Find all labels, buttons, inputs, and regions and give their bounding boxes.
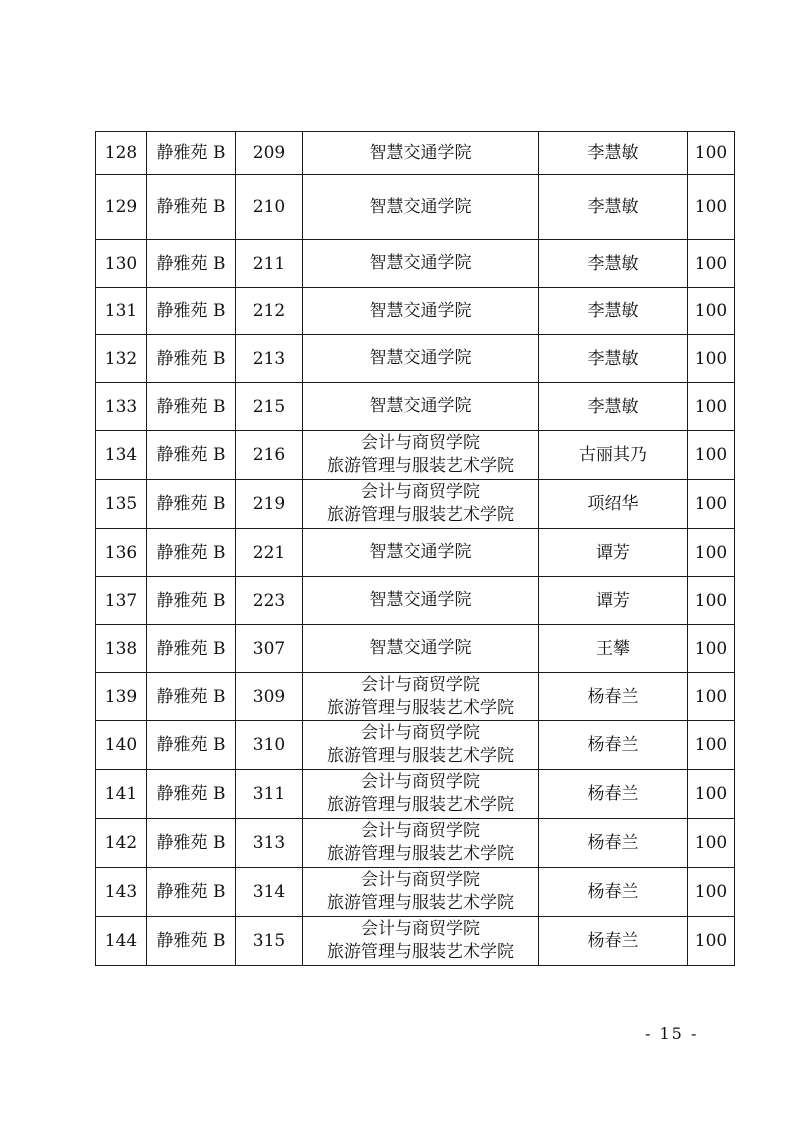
name-cell: 谭芳 <box>539 577 688 625</box>
table-row <box>96 721 735 770</box>
college-name: 智慧交通学院 <box>369 300 472 321</box>
room-cell: 213 <box>236 335 303 383</box>
building-cell: 静雅苑 B <box>147 577 236 625</box>
name-cell: 李慧敏 <box>539 132 688 175</box>
college-name: 旅游管理与服装艺术学院 <box>327 505 514 525</box>
name-cell: 李慧敏 <box>539 240 688 288</box>
building-cell: 静雅苑 B <box>147 917 236 966</box>
college-name: 会计与商贸学院 <box>361 919 480 939</box>
table-row <box>96 625 735 673</box>
name-cell: 古丽其乃 <box>539 431 688 480</box>
college-name: 智慧交通学院 <box>369 253 472 273</box>
row-number-cell: 133 <box>96 383 147 431</box>
college-name: 智慧交通学院 <box>369 542 472 562</box>
room-cell: 209 <box>236 132 303 175</box>
table-row <box>96 175 735 240</box>
college-cell <box>303 383 539 431</box>
college-name: 智慧交通学院 <box>369 196 472 217</box>
college-name: 智慧交通学院 <box>369 348 472 368</box>
building-cell: 静雅苑 B <box>147 335 236 383</box>
row-number-cell: 132 <box>96 335 147 383</box>
row-number-cell: 139 <box>96 673 147 721</box>
college-cell <box>303 673 539 721</box>
row-number-cell: 135 <box>96 480 147 529</box>
score-cell: 100 <box>688 431 735 480</box>
score-cell: 100 <box>688 529 735 577</box>
college-name: 会计与商贸学院 <box>361 674 480 695</box>
college-cell <box>303 288 539 335</box>
room-cell: 310 <box>236 721 303 770</box>
score-cell: 100 <box>688 673 735 721</box>
row-number-cell: 128 <box>96 132 147 175</box>
score-cell: 100 <box>688 480 735 529</box>
name-cell: 李慧敏 <box>539 335 688 383</box>
room-cell: 211 <box>236 240 303 288</box>
score-cell: 100 <box>688 240 735 288</box>
name-cell: 杨春兰 <box>539 673 688 721</box>
room-cell: 215 <box>236 383 303 431</box>
college-cell <box>303 529 539 577</box>
name-cell: 杨春兰 <box>539 770 688 819</box>
row-number-cell: 142 <box>96 819 147 868</box>
college-name: 旅游管理与服装艺术学院 <box>327 893 514 913</box>
score-cell: 100 <box>688 770 735 819</box>
building-cell: 静雅苑 B <box>147 288 236 335</box>
college-name: 旅游管理与服装艺术学院 <box>327 697 514 718</box>
college-name: 旅游管理与服装艺术学院 <box>327 942 514 962</box>
score-cell: 100 <box>688 132 735 175</box>
name-cell: 李慧敏 <box>539 288 688 335</box>
table-row <box>96 673 735 721</box>
room-cell: 309 <box>236 673 303 721</box>
building-cell: 静雅苑 B <box>147 673 236 721</box>
college-name: 会计与商贸学院 <box>361 723 480 743</box>
room-cell: 221 <box>236 529 303 577</box>
score-cell: 100 <box>688 868 735 917</box>
college-cell <box>303 625 539 673</box>
building-cell: 静雅苑 B <box>147 625 236 673</box>
name-cell: 谭芳 <box>539 529 688 577</box>
dormitory-table <box>95 131 735 966</box>
college-cell <box>303 335 539 383</box>
score-cell: 100 <box>688 917 735 966</box>
table-row <box>96 868 735 917</box>
score-cell: 100 <box>688 819 735 868</box>
row-number-cell: 140 <box>96 721 147 770</box>
building-cell: 静雅苑 B <box>147 240 236 288</box>
college-cell <box>303 917 539 966</box>
building-cell: 静雅苑 B <box>147 770 236 819</box>
college-name: 智慧交通学院 <box>369 142 472 163</box>
score-cell: 100 <box>688 383 735 431</box>
college-cell <box>303 240 539 288</box>
name-cell: 杨春兰 <box>539 819 688 868</box>
room-cell: 212 <box>236 288 303 335</box>
building-cell: 静雅苑 B <box>147 383 236 431</box>
table-row <box>96 529 735 577</box>
room-cell: 219 <box>236 480 303 529</box>
room-cell: 314 <box>236 868 303 917</box>
college-cell <box>303 770 539 819</box>
table-row <box>96 335 735 383</box>
name-cell: 杨春兰 <box>539 868 688 917</box>
score-cell: 100 <box>688 335 735 383</box>
score-cell: 100 <box>688 175 735 240</box>
college-name: 会计与商贸学院 <box>361 821 480 841</box>
building-cell: 静雅苑 B <box>147 431 236 480</box>
table-row <box>96 480 735 529</box>
building-cell: 静雅苑 B <box>147 819 236 868</box>
table-row <box>96 288 735 335</box>
building-cell: 静雅苑 B <box>147 132 236 175</box>
score-cell: 100 <box>688 288 735 335</box>
college-name: 智慧交通学院 <box>369 396 472 416</box>
building-cell: 静雅苑 B <box>147 480 236 529</box>
college-cell <box>303 819 539 868</box>
row-number-cell: 137 <box>96 577 147 625</box>
name-cell: 李慧敏 <box>539 383 688 431</box>
college-name: 智慧交通学院 <box>369 638 472 658</box>
name-cell: 项绍华 <box>539 480 688 529</box>
name-cell: 李慧敏 <box>539 175 688 240</box>
room-cell: 216 <box>236 431 303 480</box>
name-cell: 杨春兰 <box>539 721 688 770</box>
room-cell: 313 <box>236 819 303 868</box>
room-cell: 311 <box>236 770 303 819</box>
table-row <box>96 770 735 819</box>
college-cell <box>303 868 539 917</box>
row-number-cell: 134 <box>96 431 147 480</box>
table-row <box>96 917 735 966</box>
college-cell <box>303 721 539 770</box>
row-number-cell: 131 <box>96 288 147 335</box>
building-cell: 静雅苑 B <box>147 868 236 917</box>
college-cell <box>303 132 539 175</box>
table-row <box>96 132 735 175</box>
score-cell: 100 <box>688 577 735 625</box>
table-row <box>96 819 735 868</box>
name-cell: 杨春兰 <box>539 917 688 966</box>
college-name: 智慧交通学院 <box>369 590 472 610</box>
row-number-cell: 144 <box>96 917 147 966</box>
college-name: 旅游管理与服装艺术学院 <box>327 844 514 864</box>
college-cell <box>303 480 539 529</box>
score-cell: 100 <box>688 721 735 770</box>
row-number-cell: 141 <box>96 770 147 819</box>
row-number-cell: 136 <box>96 529 147 577</box>
college-name: 会计与商贸学院 <box>361 870 480 890</box>
table-row <box>96 577 735 625</box>
college-name: 旅游管理与服装艺术学院 <box>327 456 514 476</box>
college-cell <box>303 431 539 480</box>
row-number-cell: 143 <box>96 868 147 917</box>
building-cell: 静雅苑 B <box>147 529 236 577</box>
college-name: 旅游管理与服装艺术学院 <box>327 795 514 815</box>
table-row <box>96 431 735 480</box>
room-cell: 210 <box>236 175 303 240</box>
table-row <box>96 240 735 288</box>
room-cell: 315 <box>236 917 303 966</box>
row-number-cell: 130 <box>96 240 147 288</box>
college-name: 会计与商贸学院 <box>361 772 480 792</box>
building-cell: 静雅苑 B <box>147 721 236 770</box>
college-cell <box>303 175 539 240</box>
table-row <box>96 383 735 431</box>
page-number: - 15 - <box>645 1024 699 1043</box>
score-cell: 100 <box>688 625 735 673</box>
college-name: 会计与商贸学院 <box>361 433 480 453</box>
building-cell: 静雅苑 B <box>147 175 236 240</box>
room-cell: 307 <box>236 625 303 673</box>
table-body <box>96 132 735 966</box>
college-name: 会计与商贸学院 <box>361 482 480 502</box>
name-cell: 王攀 <box>539 625 688 673</box>
row-number-cell: 129 <box>96 175 147 240</box>
room-cell: 223 <box>236 577 303 625</box>
college-name: 旅游管理与服装艺术学院 <box>327 746 514 766</box>
row-number-cell: 138 <box>96 625 147 673</box>
college-cell <box>303 577 539 625</box>
